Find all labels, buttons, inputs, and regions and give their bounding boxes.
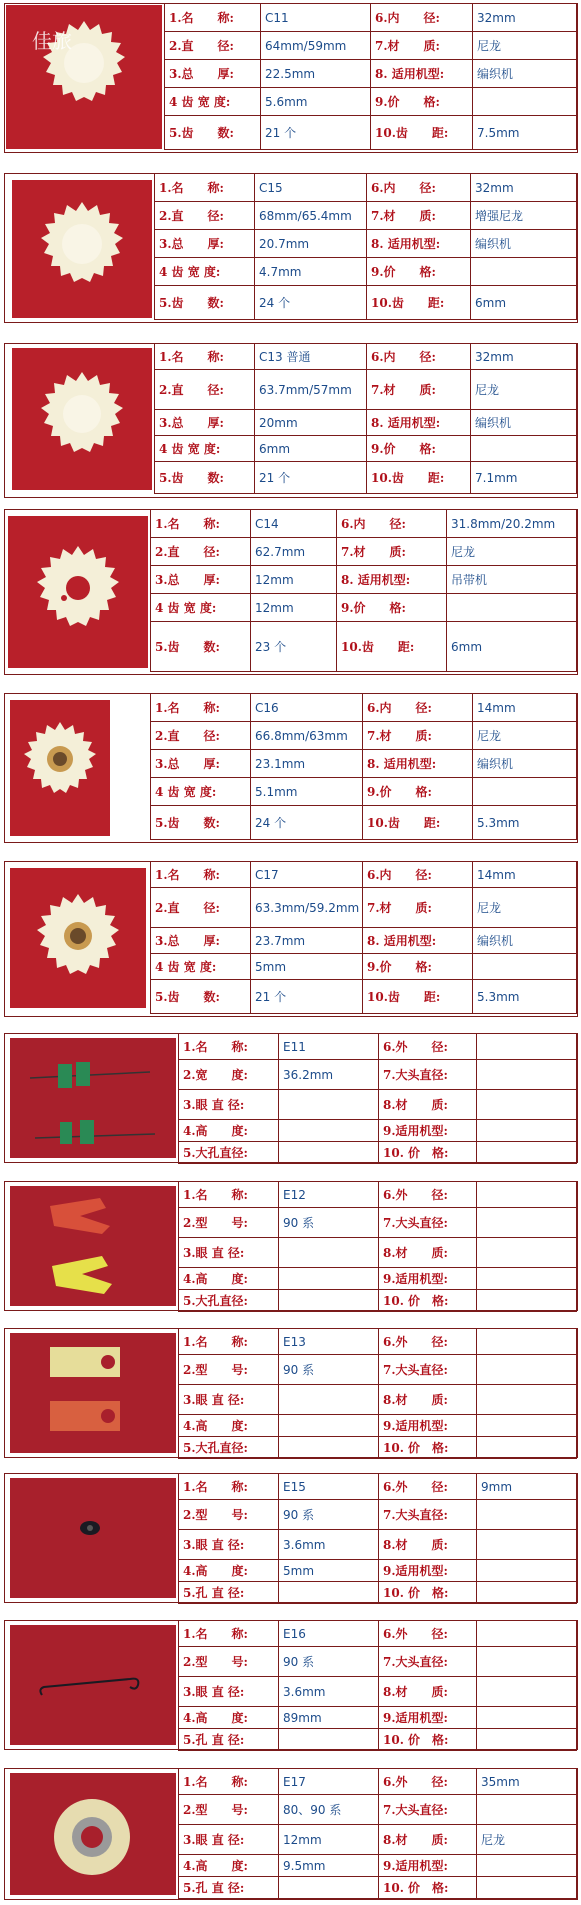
value-name: C17	[251, 862, 363, 888]
label-teeth: 5.齿 数:	[165, 116, 261, 150]
value-dia: 68mm/65.4mm	[255, 202, 367, 230]
label-hole: 5.孔 直 径:	[179, 1729, 279, 1751]
label-width: 4 齿 宽 度:	[151, 954, 251, 980]
label-name: 1.名 称:	[165, 4, 261, 32]
value-model: 编织机	[471, 230, 577, 258]
value-eye	[279, 1090, 379, 1120]
value-model	[477, 1707, 577, 1729]
value-type: 36.2mm	[279, 1060, 379, 1090]
value-thick: 22.5mm	[261, 60, 371, 88]
value-outer: 9mm	[477, 1474, 577, 1500]
value-model: 吊带机	[447, 566, 577, 594]
label-price: 9.价 格:	[337, 594, 447, 622]
part-photo	[10, 1625, 176, 1745]
gear-card-c15	[0, 170, 581, 325]
label-dia: 2.直 径:	[165, 32, 261, 60]
label-width: 4 齿 宽 度:	[165, 88, 261, 116]
value-inner: 32mm	[473, 4, 577, 32]
gear-card-c13	[0, 340, 581, 500]
label-eye: 3.眼 直 径:	[179, 1530, 279, 1560]
label-teeth: 5.齿 数:	[151, 806, 251, 840]
value-eye: 3.6mm	[279, 1677, 379, 1707]
value-height: 89mm	[279, 1707, 379, 1729]
label-height: 4.高 度:	[179, 1560, 279, 1582]
label-model: 8. 适用机型:	[337, 566, 447, 594]
value-dia: 62.7mm	[251, 538, 337, 566]
label-outer: 6.外 径:	[379, 1621, 477, 1647]
label-dia: 2.直 径:	[155, 202, 255, 230]
label-mat: 8.材 质:	[379, 1825, 477, 1855]
value-model	[477, 1560, 577, 1582]
label-hole: 5.大孔直径:	[179, 1437, 279, 1459]
value-inner: 14mm	[473, 694, 577, 722]
value-width: 5.1mm	[251, 778, 363, 806]
label-pitch: 10.齿 距:	[363, 980, 473, 1014]
label-name: 1.名 称:	[179, 1474, 279, 1500]
label-head: 7.大头直径:	[379, 1208, 477, 1238]
value-width: 12mm	[251, 594, 337, 622]
value-price	[473, 88, 577, 116]
part-card-e12	[0, 1178, 581, 1313]
label-price: 10. 价 格:	[379, 1729, 477, 1751]
label-name: 1.名 称:	[179, 1329, 279, 1355]
spec-table	[178, 1768, 577, 1899]
gear-photo	[6, 5, 162, 149]
label-mat: 8.材 质:	[379, 1677, 477, 1707]
value-type: 90 系	[279, 1355, 379, 1385]
label-hole: 5.孔 直 径:	[179, 1877, 279, 1899]
part-photo	[10, 1478, 176, 1598]
part-card-e17	[0, 1765, 581, 1903]
value-model: 编织机	[473, 750, 577, 778]
label-price: 9.价 格:	[363, 954, 473, 980]
gear-card-c14	[0, 506, 581, 676]
label-inner: 6.内 径:	[371, 4, 473, 32]
value-teeth: 21 个	[251, 980, 363, 1014]
label-mat: 7.材 质:	[363, 888, 473, 928]
value-pitch: 5.3mm	[473, 980, 577, 1014]
gear-card-c11	[0, 0, 581, 155]
label-mat: 7.材 质:	[371, 32, 473, 60]
value-eye	[279, 1385, 379, 1415]
value-hole	[279, 1437, 379, 1459]
label-width: 4 齿 宽 度:	[155, 436, 255, 462]
spec-table	[154, 343, 577, 494]
label-thick: 3.总 厚:	[155, 230, 255, 258]
label-eye: 3.眼 直 径:	[179, 1090, 279, 1120]
label-pitch: 10.齿 距:	[363, 806, 473, 840]
label-height: 4.高 度:	[179, 1707, 279, 1729]
value-pitch: 6mm	[447, 622, 577, 672]
label-model: 9.适用机型:	[379, 1415, 477, 1437]
value-mat: 增强尼龙	[471, 202, 577, 230]
value-model	[477, 1268, 577, 1290]
value-mat	[477, 1090, 577, 1120]
value-dia: 63.3mm/59.2mm	[251, 888, 363, 928]
value-price	[471, 436, 577, 462]
value-head	[477, 1355, 577, 1385]
value-price	[477, 1290, 577, 1312]
label-pitch: 10.齿 距:	[367, 462, 471, 494]
value-type: 90 系	[279, 1647, 379, 1677]
label-dia: 2.直 径:	[151, 538, 251, 566]
value-height: 5mm	[279, 1560, 379, 1582]
value-name: E13	[279, 1329, 379, 1355]
value-model: 编织机	[471, 410, 577, 436]
value-hole	[279, 1142, 379, 1164]
value-outer	[477, 1329, 577, 1355]
value-mat: 尼龙	[473, 888, 577, 928]
label-pitch: 10.齿 距:	[371, 116, 473, 150]
label-thick: 3.总 厚:	[151, 566, 251, 594]
value-width: 5mm	[251, 954, 363, 980]
label-price: 9.价 格:	[371, 88, 473, 116]
label-mat: 7.材 质:	[337, 538, 447, 566]
value-name: E12	[279, 1182, 379, 1208]
label-price: 10. 价 格:	[379, 1582, 477, 1604]
label-thick: 3.总 厚:	[165, 60, 261, 88]
gear-photo	[8, 516, 148, 668]
value-head	[477, 1500, 577, 1530]
value-outer: 35mm	[477, 1769, 577, 1795]
value-name: E17	[279, 1769, 379, 1795]
label-outer: 6.外 径:	[379, 1182, 477, 1208]
label-head: 7.大头直径:	[379, 1795, 477, 1825]
value-head	[477, 1795, 577, 1825]
label-type: 2.宽 度:	[179, 1060, 279, 1090]
value-dia: 63.7mm/57mm	[255, 370, 367, 410]
label-name: 1.名 称:	[155, 344, 255, 370]
label-hole: 5.孔 直 径:	[179, 1582, 279, 1604]
value-price	[477, 1142, 577, 1164]
part-photo	[10, 1038, 176, 1158]
value-outer	[477, 1034, 577, 1060]
label-mat: 8.材 质:	[379, 1238, 477, 1268]
value-hole	[279, 1877, 379, 1899]
label-type: 2.型 号:	[179, 1795, 279, 1825]
label-price: 10. 价 格:	[379, 1142, 477, 1164]
value-width: 5.6mm	[261, 88, 371, 116]
label-type: 2.型 号:	[179, 1355, 279, 1385]
gear-photo	[12, 348, 152, 490]
value-pitch: 6mm	[471, 286, 577, 320]
value-hole	[279, 1582, 379, 1604]
spec-table	[178, 1620, 577, 1751]
label-inner: 6.内 径:	[337, 510, 447, 538]
label-type: 2.型 号:	[179, 1647, 279, 1677]
label-type: 2.型 号:	[179, 1500, 279, 1530]
label-height: 4.高 度:	[179, 1855, 279, 1877]
label-pitch: 10.齿 距:	[367, 286, 471, 320]
label-price: 9.价 格:	[363, 778, 473, 806]
label-model: 8. 适用机型:	[371, 60, 473, 88]
gear-photo	[10, 700, 110, 836]
value-name: C14	[251, 510, 337, 538]
label-model: 9.适用机型:	[379, 1707, 477, 1729]
value-dia: 66.8mm/63mm	[251, 722, 363, 750]
value-width: 6mm	[255, 436, 367, 462]
value-price	[477, 1729, 577, 1751]
value-price	[471, 258, 577, 286]
value-mat	[477, 1385, 577, 1415]
label-mat: 7.材 质:	[367, 370, 471, 410]
value-thick: 20.7mm	[255, 230, 367, 258]
label-teeth: 5.齿 数:	[155, 286, 255, 320]
label-name: 1.名 称:	[179, 1769, 279, 1795]
value-price	[477, 1877, 577, 1899]
value-inner: 31.8mm/20.2mm	[447, 510, 577, 538]
watermark: 佳旅	[32, 29, 72, 53]
value-outer	[477, 1182, 577, 1208]
label-hole: 5.大孔直径:	[179, 1290, 279, 1312]
value-thick: 23.7mm	[251, 928, 363, 954]
part-card-e15	[0, 1470, 581, 1605]
value-teeth: 21 个	[261, 116, 371, 150]
label-name: 1.名 称:	[179, 1621, 279, 1647]
label-model: 8. 适用机型:	[367, 410, 471, 436]
label-width: 4 齿 宽 度:	[151, 778, 251, 806]
label-height: 4.高 度:	[179, 1415, 279, 1437]
label-name: 1.名 称:	[151, 694, 251, 722]
value-name: C11	[261, 4, 371, 32]
part-card-e13	[0, 1325, 581, 1460]
label-mat: 8.材 质:	[379, 1090, 477, 1120]
value-model	[477, 1415, 577, 1437]
label-price: 10. 价 格:	[379, 1290, 477, 1312]
value-eye	[279, 1238, 379, 1268]
value-outer	[477, 1621, 577, 1647]
value-eye: 3.6mm	[279, 1530, 379, 1560]
label-teeth: 5.齿 数:	[151, 980, 251, 1014]
value-model: 编织机	[473, 928, 577, 954]
part-card-e11	[0, 1030, 581, 1165]
label-name: 1.名 称:	[151, 862, 251, 888]
spec-table	[150, 509, 577, 672]
value-type: 90 系	[279, 1208, 379, 1238]
label-outer: 6.外 径:	[379, 1034, 477, 1060]
value-model	[477, 1855, 577, 1877]
value-height	[279, 1415, 379, 1437]
value-name: E16	[279, 1621, 379, 1647]
label-price: 9.价 格:	[367, 436, 471, 462]
label-height: 4.高 度:	[179, 1120, 279, 1142]
value-width: 4.7mm	[255, 258, 367, 286]
label-thick: 3.总 厚:	[151, 928, 251, 954]
label-name: 1.名 称:	[155, 174, 255, 202]
spec-table	[150, 693, 577, 840]
value-pitch: 5.3mm	[473, 806, 577, 840]
label-model: 9.适用机型:	[379, 1855, 477, 1877]
value-dia: 64mm/59mm	[261, 32, 371, 60]
value-model: 编织机	[473, 60, 577, 88]
label-pitch: 10.齿 距:	[337, 622, 447, 672]
spec-table	[178, 1328, 577, 1459]
part-photo	[10, 1773, 176, 1895]
value-mat: 尼龙	[473, 32, 577, 60]
value-teeth: 21 个	[255, 462, 367, 494]
value-price	[473, 954, 577, 980]
spec-table	[178, 1033, 577, 1164]
label-head: 7.大头直径:	[379, 1500, 477, 1530]
value-teeth: 23 个	[251, 622, 337, 672]
value-height	[279, 1268, 379, 1290]
label-mat: 8.材 质:	[379, 1530, 477, 1560]
label-width: 4 齿 宽 度:	[155, 258, 255, 286]
value-mat	[477, 1677, 577, 1707]
label-name: 1.名 称:	[179, 1034, 279, 1060]
value-inner: 32mm	[471, 174, 577, 202]
label-model: 9.适用机型:	[379, 1120, 477, 1142]
value-price	[447, 594, 577, 622]
label-model: 8. 适用机型:	[363, 928, 473, 954]
label-inner: 6.内 径:	[367, 174, 471, 202]
value-name: C16	[251, 694, 363, 722]
part-card-e16	[0, 1617, 581, 1752]
gear-card-c16	[0, 690, 581, 845]
spec-table	[164, 3, 577, 150]
value-inner: 32mm	[471, 344, 577, 370]
value-thick: 12mm	[251, 566, 337, 594]
label-head: 7.大头直径:	[379, 1355, 477, 1385]
value-teeth: 24 个	[251, 806, 363, 840]
value-mat: 尼龙	[447, 538, 577, 566]
spec-table	[178, 1181, 577, 1312]
label-eye: 3.眼 直 径:	[179, 1677, 279, 1707]
gear-photo	[12, 180, 152, 318]
value-pitch: 7.5mm	[473, 116, 577, 150]
value-model	[477, 1120, 577, 1142]
label-name: 1.名 称:	[179, 1182, 279, 1208]
value-name: E11	[279, 1034, 379, 1060]
value-head	[477, 1208, 577, 1238]
label-outer: 6.外 径:	[379, 1329, 477, 1355]
label-outer: 6.外 径:	[379, 1769, 477, 1795]
value-price	[473, 778, 577, 806]
label-dia: 2.直 径:	[151, 722, 251, 750]
label-mat: 7.材 质:	[367, 202, 471, 230]
label-dia: 2.直 径:	[151, 888, 251, 928]
gear-photo	[10, 868, 146, 1008]
part-photo	[10, 1333, 176, 1453]
label-model: 9.适用机型:	[379, 1268, 477, 1290]
value-type: 80、90 系	[279, 1795, 379, 1825]
label-model: 9.适用机型:	[379, 1560, 477, 1582]
label-teeth: 5.齿 数:	[155, 462, 255, 494]
label-inner: 6.内 径:	[363, 694, 473, 722]
label-model: 8. 适用机型:	[367, 230, 471, 258]
label-head: 7.大头直径:	[379, 1060, 477, 1090]
value-thick: 20mm	[255, 410, 367, 436]
label-outer: 6.外 径:	[379, 1474, 477, 1500]
value-thick: 23.1mm	[251, 750, 363, 778]
value-mat: 尼龙	[477, 1825, 577, 1855]
spec-table	[178, 1473, 577, 1604]
label-head: 7.大头直径:	[379, 1647, 477, 1677]
label-price: 10. 价 格:	[379, 1877, 477, 1899]
label-eye: 3.眼 直 径:	[179, 1238, 279, 1268]
value-teeth: 24 个	[255, 286, 367, 320]
value-head	[477, 1647, 577, 1677]
label-type: 2.型 号:	[179, 1208, 279, 1238]
value-mat	[477, 1530, 577, 1560]
value-inner: 14mm	[473, 862, 577, 888]
value-price	[477, 1437, 577, 1459]
value-hole	[279, 1729, 379, 1751]
label-height: 4.高 度:	[179, 1268, 279, 1290]
label-eye: 3.眼 直 径:	[179, 1385, 279, 1415]
label-mat: 7.材 质:	[363, 722, 473, 750]
value-height: 9.5mm	[279, 1855, 379, 1877]
value-mat: 尼龙	[473, 722, 577, 750]
value-name: C15	[255, 174, 367, 202]
label-mat: 8.材 质:	[379, 1385, 477, 1415]
label-price: 9.价 格:	[367, 258, 471, 286]
label-inner: 6.内 径:	[363, 862, 473, 888]
label-price: 10. 价 格:	[379, 1437, 477, 1459]
label-hole: 5.大孔直径:	[179, 1142, 279, 1164]
spec-table	[150, 861, 577, 1014]
spec-table	[154, 173, 577, 320]
value-mat: 尼龙	[471, 370, 577, 410]
label-eye: 3.眼 直 径:	[179, 1825, 279, 1855]
label-inner: 6.内 径:	[367, 344, 471, 370]
value-name: E15	[279, 1474, 379, 1500]
value-type: 90 系	[279, 1500, 379, 1530]
value-hole	[279, 1290, 379, 1312]
value-price	[477, 1582, 577, 1604]
label-thick: 3.总 厚:	[155, 410, 255, 436]
label-name: 1.名 称:	[151, 510, 251, 538]
part-photo	[10, 1186, 176, 1306]
label-dia: 2.直 径:	[155, 370, 255, 410]
value-name: C13 普通	[255, 344, 367, 370]
label-thick: 3.总 厚:	[151, 750, 251, 778]
value-pitch: 7.1mm	[471, 462, 577, 494]
value-height	[279, 1120, 379, 1142]
value-eye: 12mm	[279, 1825, 379, 1855]
label-width: 4 齿 宽 度:	[151, 594, 251, 622]
value-head	[477, 1060, 577, 1090]
label-model: 8. 适用机型:	[363, 750, 473, 778]
gear-card-c17	[0, 858, 581, 1018]
value-mat	[477, 1238, 577, 1268]
label-teeth: 5.齿 数:	[151, 622, 251, 672]
